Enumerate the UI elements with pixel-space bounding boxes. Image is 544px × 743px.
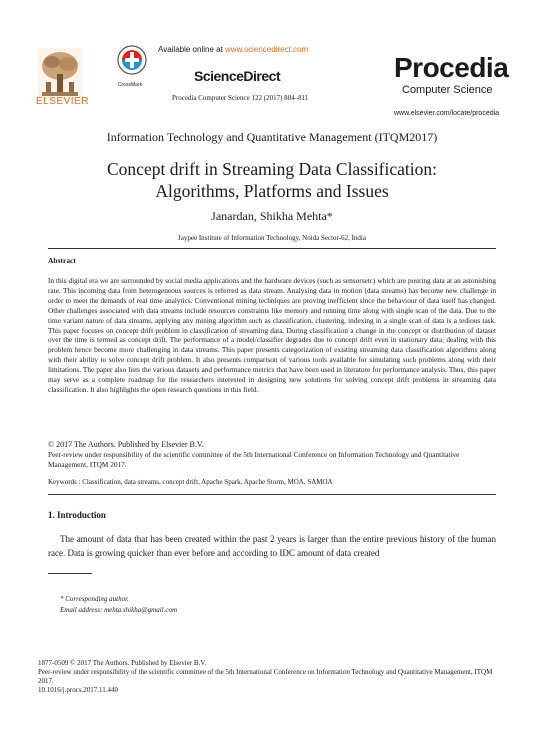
procedia-logo-subtitle: Computer Science	[402, 84, 493, 96]
sciencedirect-title: ScienceDirect	[194, 68, 281, 84]
footer-issn: 1877-0509 © 2017 The Authors. Published by Elsevier B.V.	[38, 659, 207, 667]
sciencedirect-link[interactable]: www.sciencedirect.com	[225, 45, 309, 54]
available-online-line	[158, 45, 308, 54]
footer-peer-review: Peer-review under responsibility of the scientific committee of the 5th International Conference on Information Technology and Quantitative Management, ITQM 2017.	[38, 668, 493, 685]
section-heading-introduction: 1. Introduction	[48, 510, 106, 520]
journal-reference: Procedia Computer Science 122 (2017) 804–811	[172, 94, 309, 102]
introduction-body: The amount of data that has been created within the past 2 years is larger than the entire previous history of the human race. Data is growing quicker than ever before and according to IDC amount of data created	[48, 534, 496, 558]
abstract-heading: Abstract	[48, 256, 76, 265]
peer-review-notice: Peer-review under responsibility of the scientific committee of the 5th International Conference on Information Technology and Quantitative Management, ITQM 2017.	[48, 450, 460, 469]
abstract-body: In this digital era we are surrounded by social media applications and the hardware devices (such as sensorsetc) which are pouring data at an astonishing rate. This incoming data from heterogeneous sources is referred as data stream. Analysing data in motion (data streams) has become new challenge in order to meet the demands of real time analytics. Conventional mining techniques are proving inefficient since the behaviour of data itself has changed. Other challenges associated with data streams include resources constraints like memory and running time along with single scan of the data. Due to the time variant nature of data streams, applying any mining algorithm such as classification, clustering, indexing in a single scan of data is a tedious task. This paper focuses on concept drift problem in classification of streaming data. During classification a change in the concept or distribution of dataset over the time is termed as concept drift. The performance of a model/classifier degrades due to concept drift even in stationary data; dealing with this problem hence become more challenging in data streams. This paper presents categorization of existing streaming data classification algorithms along with their ability to solve concept drift problem. It also presents comparison of various tools available for simulating such problems along with their limitations. The paper also lists the various datasets and performance metrics that have been used in literature for performance analysis. Thus, this paper may serve as a complete roadmap for the researchers interested in designing new solutions for solving concept drift problems in streaming data classification. It also highlights the open research questions in this field.	[48, 276, 496, 394]
footnote-email: Email address: mehta.shikha@gmail.com	[60, 606, 178, 614]
copyright-notice: © 2017 The Authors. Published by Elsevier B.V.	[48, 440, 204, 449]
crossmark-icon[interactable]	[116, 44, 148, 84]
available-prefix: Available online at	[158, 45, 226, 54]
crossmark-label: CrossMark	[117, 82, 143, 88]
page-footer	[38, 659, 498, 695]
procedia-logo-title: Procedia	[394, 52, 509, 83]
divider-bottom	[48, 494, 496, 495]
paper-title: Concept drift in Streaming Data Classification: Algorithms, Platforms and Issues	[107, 159, 437, 201]
divider-top	[48, 248, 496, 249]
procedia-url-link[interactable]: www.elsevier.com/locate/procedia	[394, 110, 500, 117]
keywords: Keywords : Classification, data streams, concept drift, Apache Spark, Apache Storm, MOA, SAMOA	[48, 478, 333, 486]
footer-doi[interactable]: 10.1016/j.procs.2017.11.440	[38, 686, 119, 694]
authors: Janardan, Shikha Mehta*	[211, 209, 333, 223]
footnote-corresponding-author: * Corresponding author.	[60, 595, 129, 603]
affiliation: Jaypee Institute of Information Technology, Noida Sector-62, India	[178, 234, 366, 242]
elsevier-logo-text: ELSEVIER	[36, 96, 89, 107]
footnote-divider	[48, 573, 92, 574]
conference-name: Information Technology and Quantitative Management (ITQM2017)	[106, 130, 438, 144]
